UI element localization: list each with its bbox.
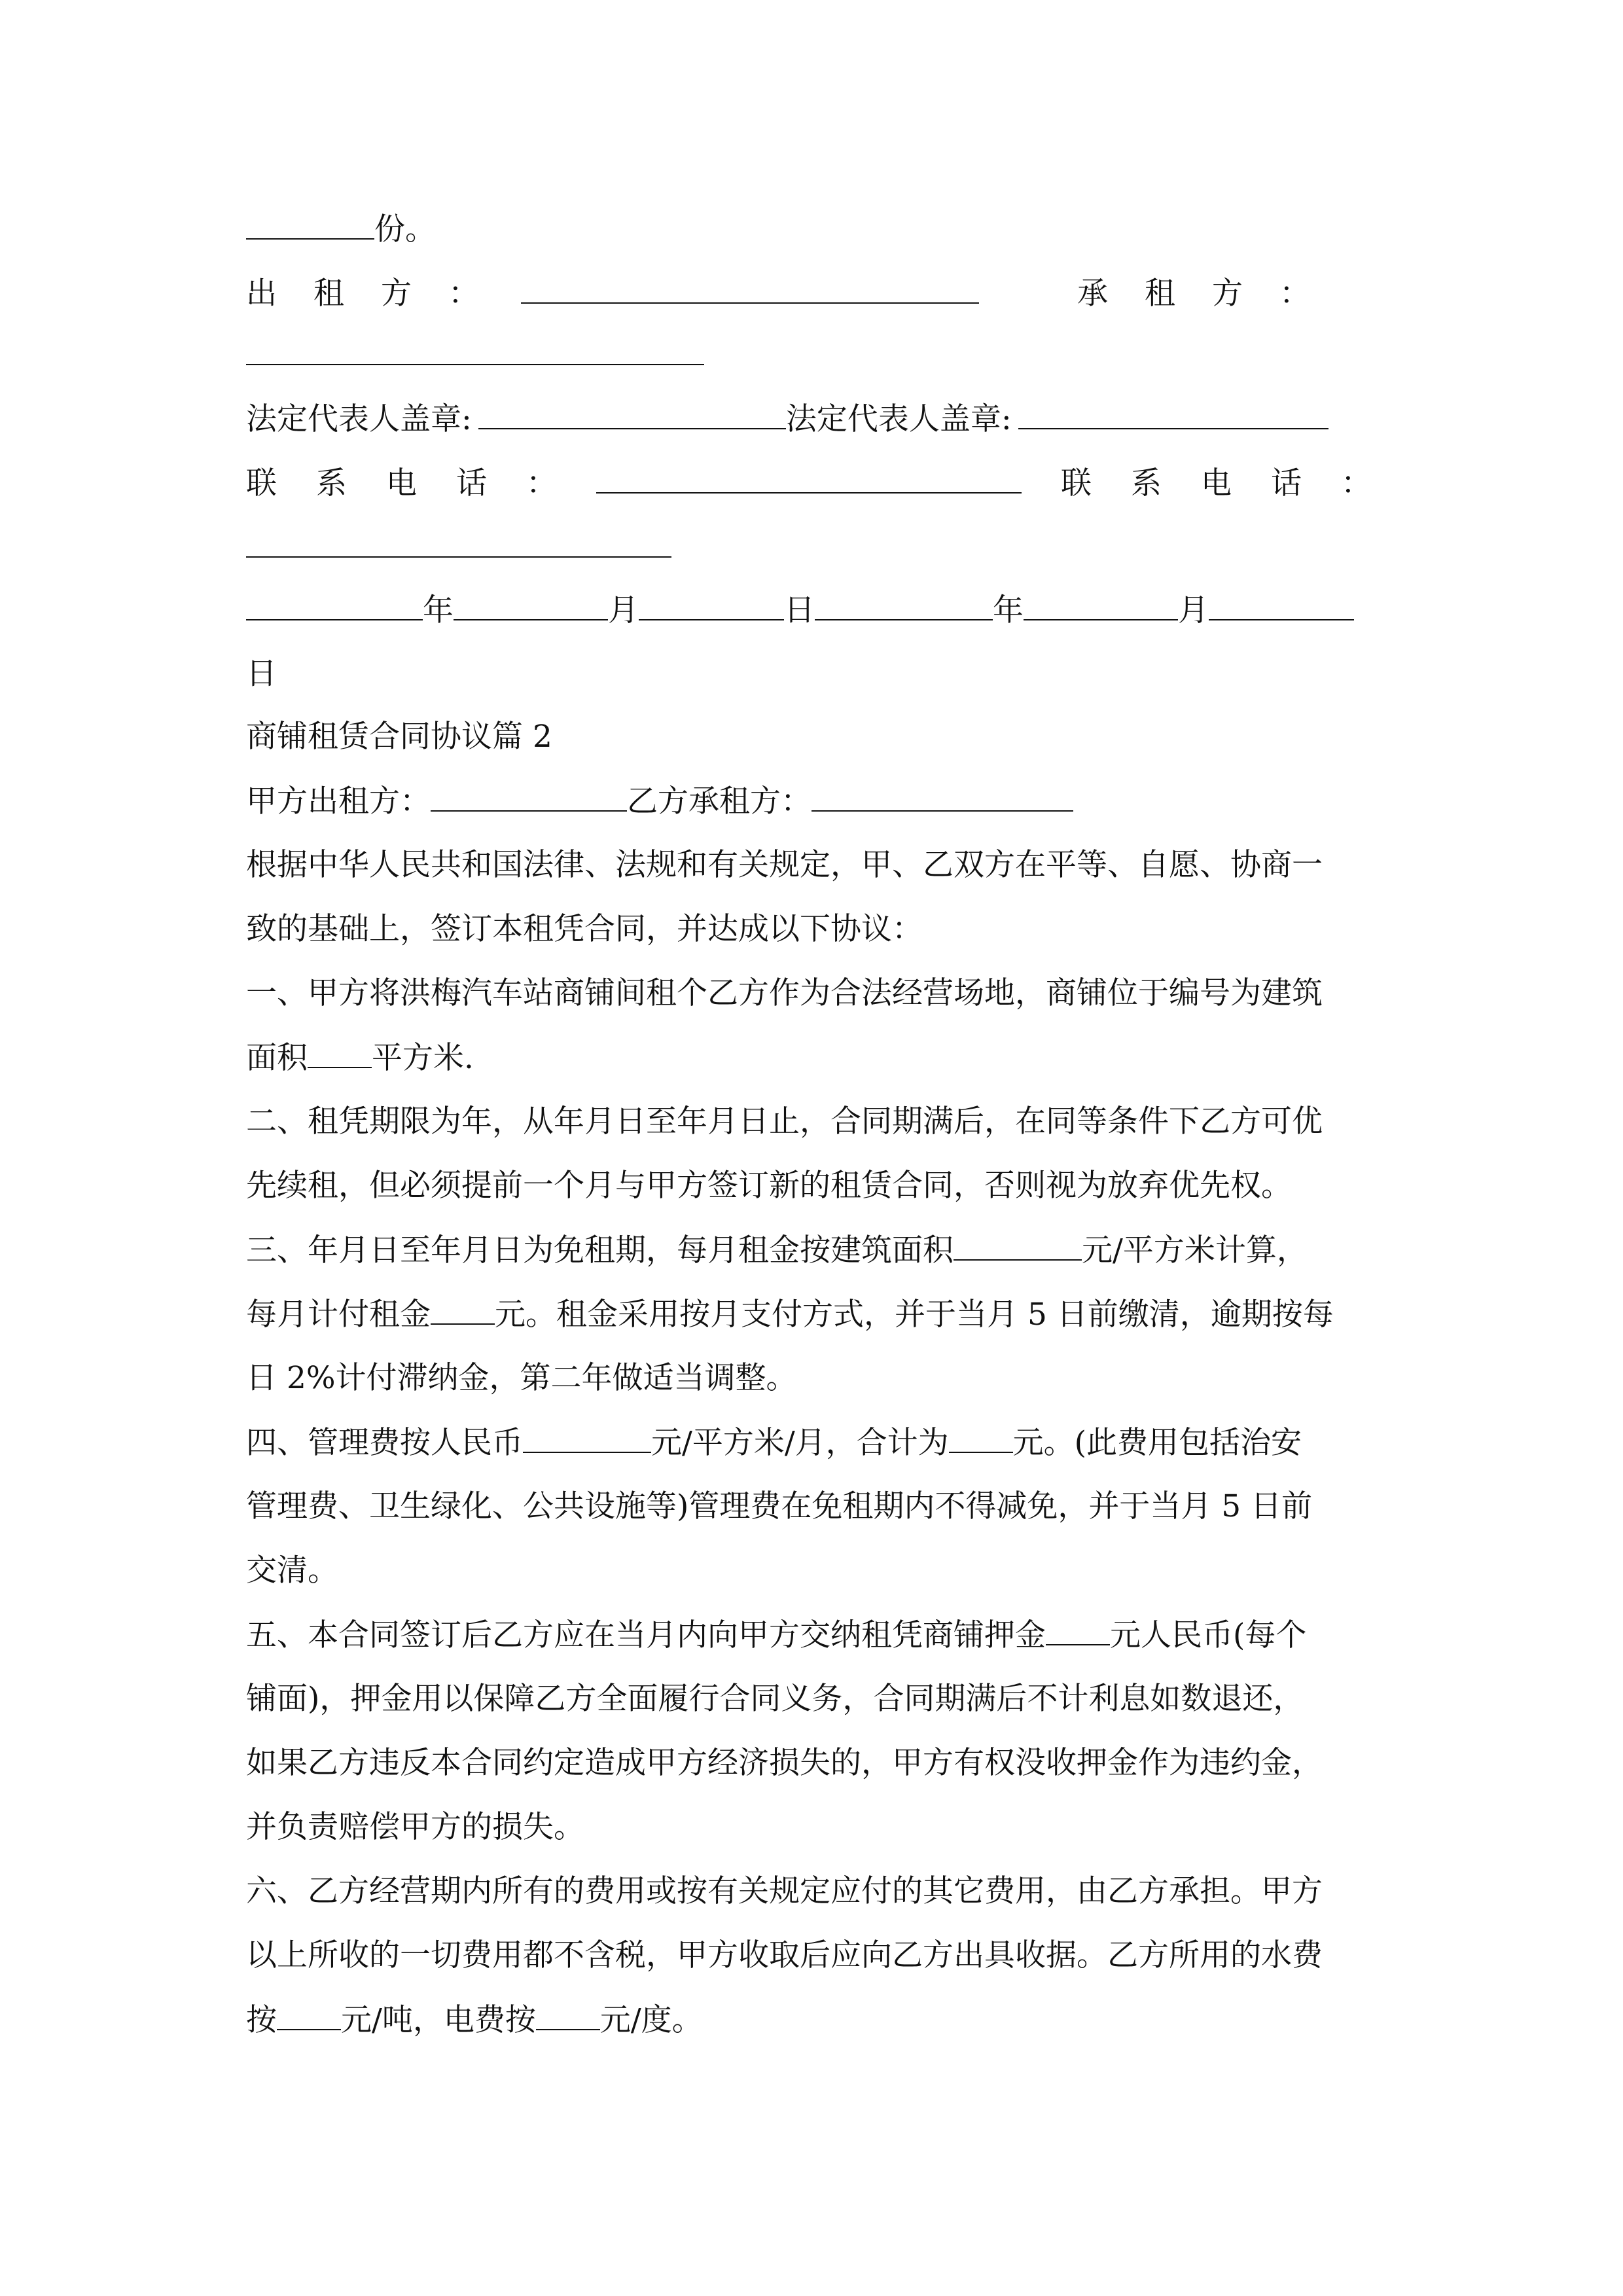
monthly-rent-label: 每月计付租金 [246,1297,431,1333]
para5-line1 [246,1423,1302,1462]
legal-seal-right-blank [1018,399,1329,429]
water-label: 按 [246,2002,277,2038]
mgmt-fee-blank [523,1423,651,1453]
phone-continuation [246,528,671,567]
month-label-1: 月 [608,592,639,628]
lessee-label: 承租方： [1077,276,1347,312]
para1-line2: 致的基础上，签订本租凭合同，并达成以下协议： [246,911,923,947]
para5-line2: 管理费、卫生绿化、公共设施等)管理费在免租期内不得减免，并于当月 5 日前 [246,1488,1313,1524]
phone-left-blank [596,463,1022,493]
para1-line1: 根据中华人民共和国法律、法规和有关规定，甲、乙双方在平等、自愿、协商一 [246,847,1323,883]
para7-line2: 以上所收的一切费用都不含税，甲方收取后应向乙方出具收据。乙方所用的水费 [246,1937,1323,1973]
mgmt-fee-unit: 元/平方米/月，合计为 [651,1425,949,1461]
water-unit: 元/吨，电费按 [341,2002,536,2038]
area-label: 面积 [246,1040,308,1076]
area-blank [308,1038,372,1068]
rent-text: 三、年月日至年月日为免租期，每月租金按建筑面积 [246,1232,954,1268]
party-a-label: 甲方出租方： [246,783,431,819]
party-b-label: 乙方承租方： [627,783,812,819]
para5-line3: 交清。 [246,1552,338,1588]
lessee-continuation [246,335,704,374]
month-blank-2 [1024,590,1178,620]
lessor-blank [521,274,979,304]
year-blank-1 [246,590,423,620]
month-label-2: 月 [1178,592,1209,628]
mgmt-total-blank [949,1423,1013,1453]
area-unit: 平方米. [372,1040,474,1076]
legal-seal-left-label: 法定代表人盖章: [246,401,472,437]
year-label-1: 年 [423,592,454,628]
para6-line3: 如果乙方违反本合同约定造成甲方经济损失的，甲方有权没收押金作为违约金， [246,1745,1323,1781]
para3-line2: 先续租，但必须提前一个月与甲方签订新的租赁合同，否则视为放弃优先权。 [246,1168,1292,1204]
deposit-unit: 元人民币(每个 [1110,1617,1307,1653]
para4-line1 [246,1230,1308,1270]
day-label-2: 日 [246,656,277,692]
monthly-rent-blank [431,1295,495,1325]
water-fee-blank [277,2000,341,2030]
copies-blank [246,209,374,240]
party-a-blank [431,781,627,812]
party-b-blank [812,781,1073,812]
mgmt-fee-note: 元。(此费用包括治安 [1012,1425,1302,1461]
rent-rate-blank [954,1230,1082,1261]
para2-line1: 一、甲方将洪梅汽车站商铺间租个乙方作为合法经营场地，商铺位于编号为建筑 [246,975,1323,1011]
copies-line [246,209,436,249]
day-blank-2 [1209,590,1354,620]
monthly-rent-text: 元。租金采用按月支付方式，并于当月 5 日前缴清，逾期按每 [495,1297,1334,1333]
section-title: 商铺租赁合同协议篇 2 [246,719,552,755]
para6-line4: 并负责赔偿甲方的损失。 [246,1809,584,1845]
phone-right-label: 联系电话： [1061,465,1411,501]
electric-fee-blank [536,2000,600,2030]
legal-seal-line [246,399,1329,439]
legal-seal-right-label: 法定代表人盖章: [785,401,1012,437]
lessee-blank [246,335,704,365]
para3-line1: 二、租凭期限为年，从年月日至年月日止，合同期满后，在同等条件下乙方可优 [246,1103,1323,1139]
month-blank-1 [454,590,608,620]
para4-line2 [246,1295,1334,1334]
lessor-label: 出租方： [246,276,516,312]
phone-line [246,463,1411,503]
date-line [246,590,1354,630]
legal-seal-left-blank [478,399,786,429]
year-label-2: 年 [993,592,1024,628]
mgmt-fee-label: 四、管理费按人民币 [246,1425,523,1461]
lessor-lessee-line [246,274,1347,313]
phone-right-blank [246,528,671,558]
year-blank-2 [815,590,993,620]
para6-line1 [246,1615,1306,1655]
copies-text: 份。 [374,211,436,247]
electric-unit: 元/度。 [599,2002,703,2038]
para2-line2 [246,1038,474,1077]
day-label-1: 日 [784,592,815,628]
day-blank-1 [639,590,784,620]
date-day-continuation [246,655,277,694]
para7-line1: 六、乙方经营期内所有的费用或按有关规定应付的其它费用，由乙方承担。甲方 [246,1873,1323,1909]
para4-line3: 日 2%计付滞纳金，第二年做适当调整。 [246,1360,797,1396]
deposit-text: 五、本合同签订后乙方应在当月内向甲方交纳租凭商铺押金 [246,1617,1046,1653]
rent-rate-unit: 元/平方米计算， [1082,1232,1308,1268]
para6-line2: 铺面)，押金用以保障乙方全面履行合同义务，合同期满后不计利息如数退还， [246,1681,1304,1717]
phone-left-label: 联系电话： [246,465,596,501]
deposit-blank [1046,1615,1110,1645]
para7-line3 [246,2000,703,2039]
parties-line [246,781,1073,821]
